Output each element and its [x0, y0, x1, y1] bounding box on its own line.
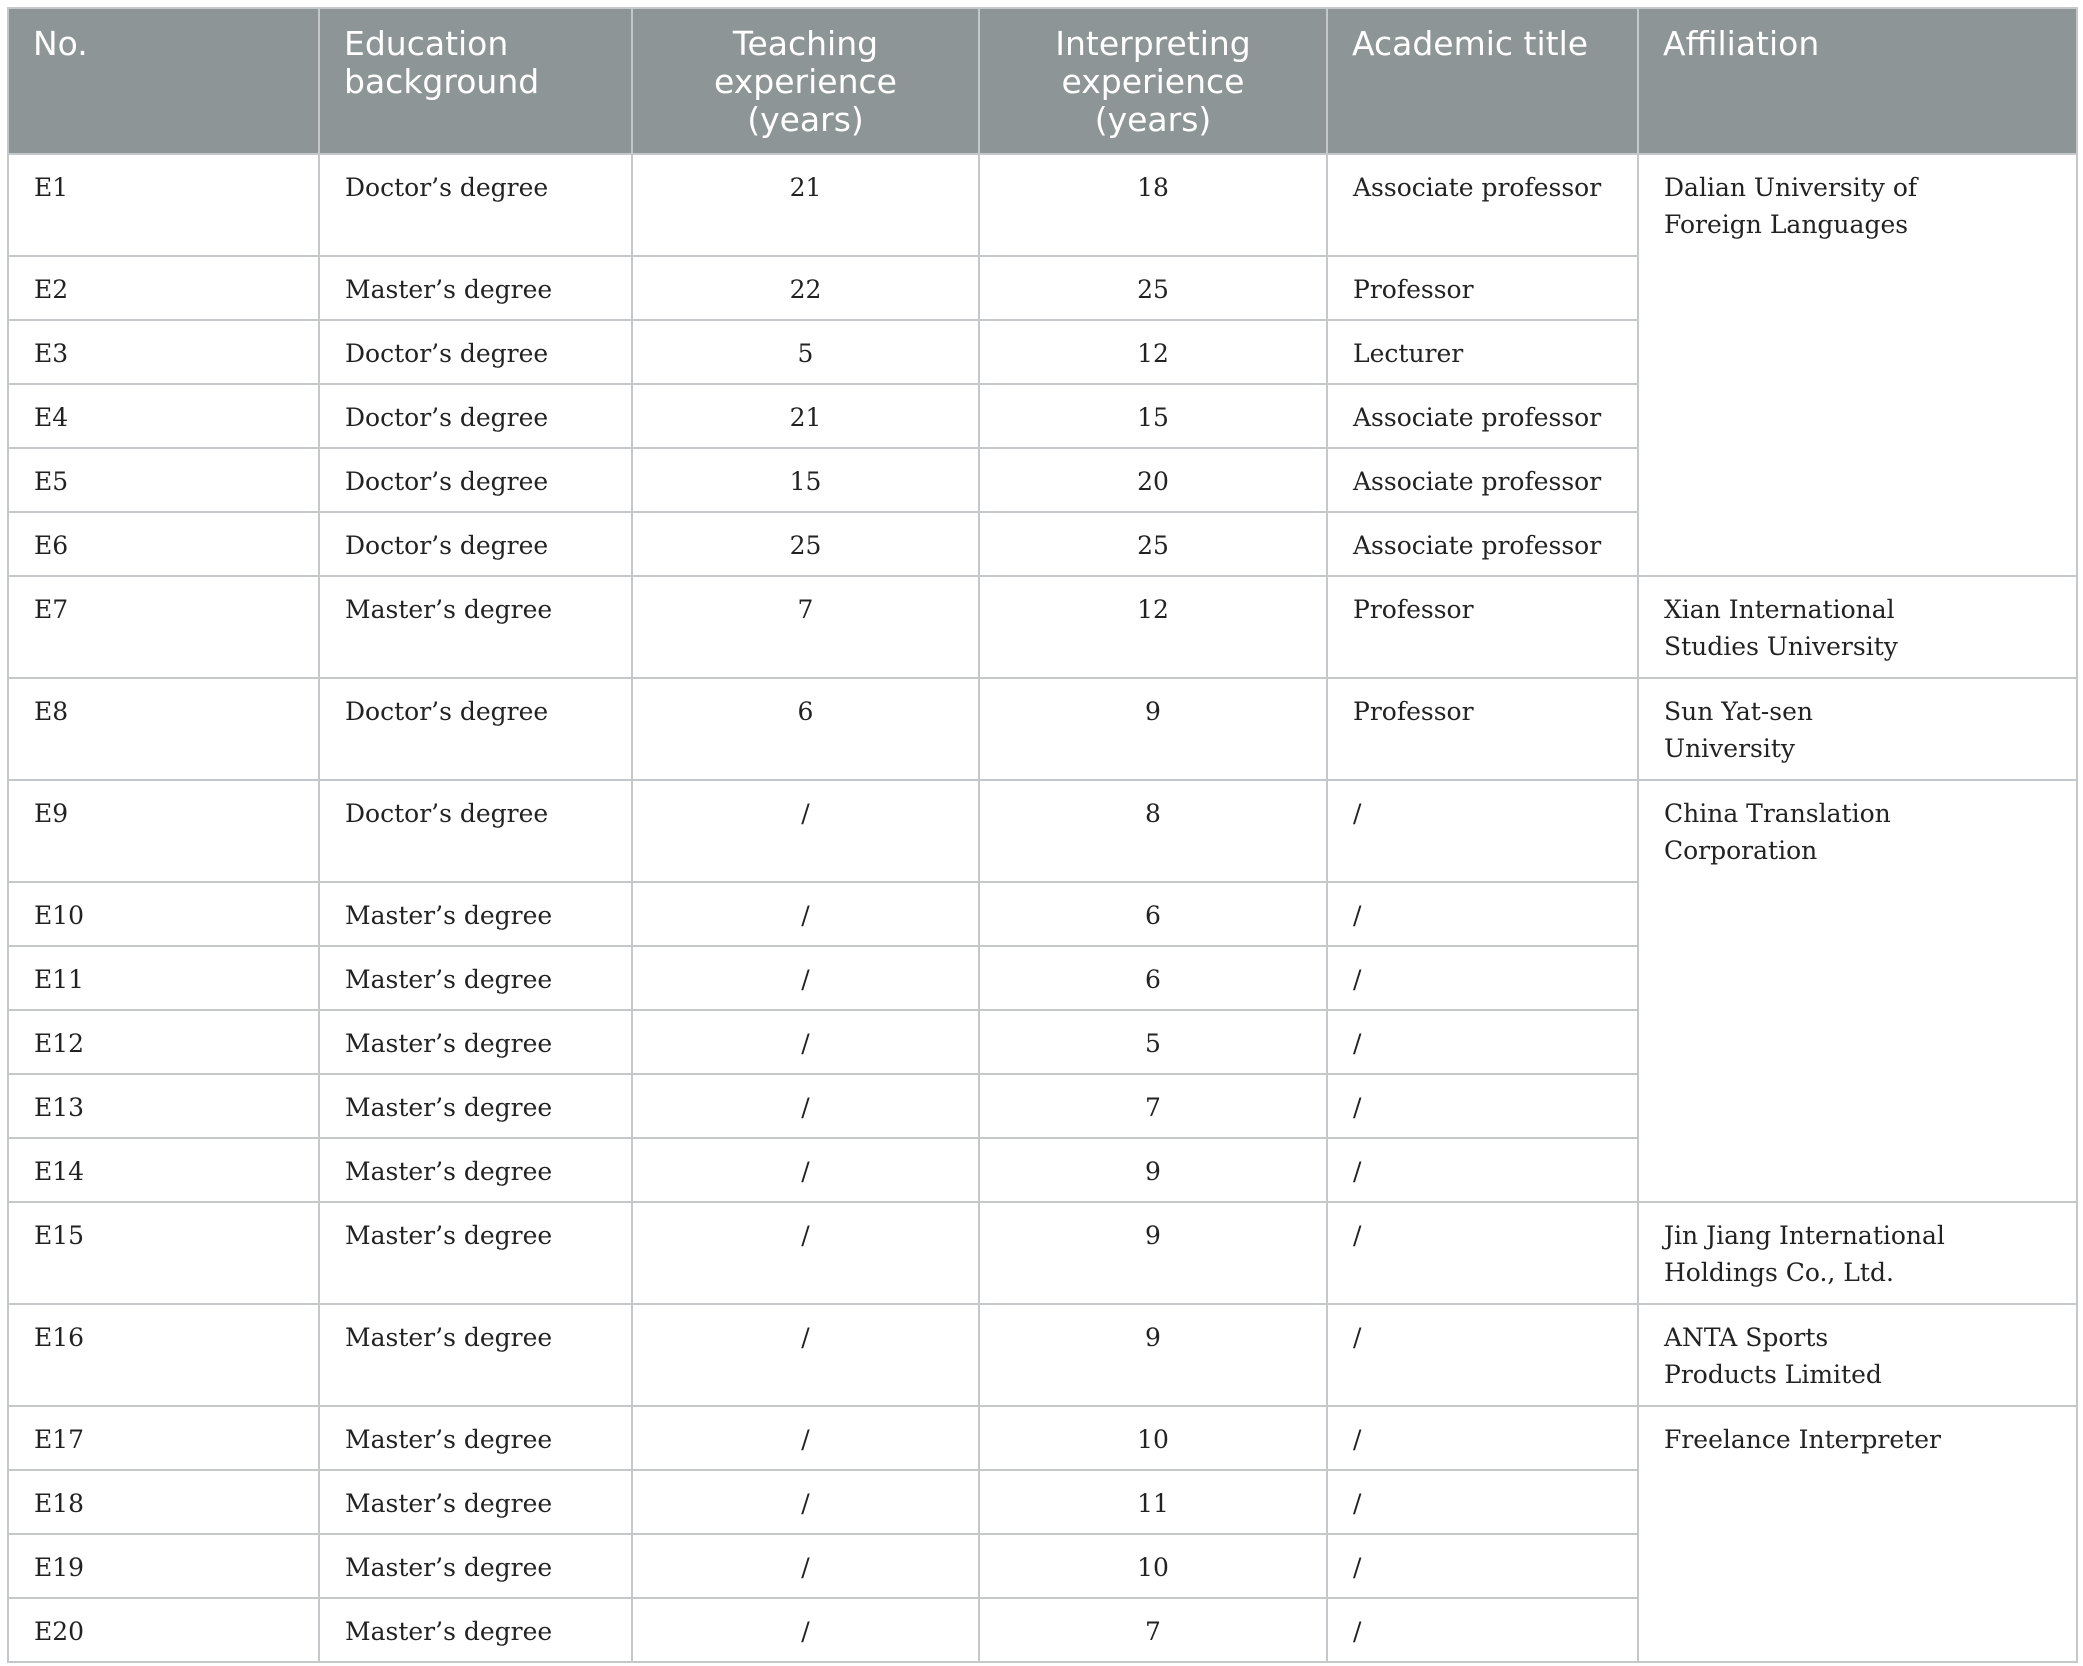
cell-teaching: / — [632, 882, 979, 946]
cell-interpreting: 20 — [979, 448, 1327, 512]
cell-teaching: / — [632, 1010, 979, 1074]
cell-teaching: / — [632, 1074, 979, 1138]
cell-education: Doctor’s degree — [319, 154, 632, 256]
cell-education: Master’s degree — [319, 946, 632, 1010]
header-academic-title: Academic title — [1327, 8, 1638, 154]
cell-teaching: / — [632, 1598, 979, 1662]
cell-interpreting: 5 — [979, 1010, 1327, 1074]
cell-no: E12 — [8, 1010, 319, 1074]
header-no: No. — [8, 8, 319, 154]
cell-education: Master’s degree — [319, 1534, 632, 1598]
cell-no: E11 — [8, 946, 319, 1010]
cell-academic-title: Professor — [1327, 576, 1638, 678]
cell-education: Master’s degree — [319, 882, 632, 946]
cell-interpreting: 18 — [979, 154, 1327, 256]
table-row — [8, 154, 2077, 256]
cell-no: E18 — [8, 1470, 319, 1534]
cell-academic-title: / — [1327, 882, 1638, 946]
cell-teaching: / — [632, 780, 979, 882]
cell-no: E4 — [8, 384, 319, 448]
cell-interpreting: 12 — [979, 576, 1327, 678]
cell-affiliation: Freelance Interpreter — [1638, 1406, 2077, 1662]
cell-academic-title: Lecturer — [1327, 320, 1638, 384]
cell-education: Master’s degree — [319, 1406, 632, 1470]
table-row — [8, 1202, 2077, 1304]
cell-no: E3 — [8, 320, 319, 384]
cell-education: Master’s degree — [319, 1598, 632, 1662]
cell-academic-title: / — [1327, 1138, 1638, 1202]
cell-academic-title: / — [1327, 780, 1638, 882]
cell-academic-title: / — [1327, 1406, 1638, 1470]
header-interpreting-experience: Interpreting experience (years) — [979, 8, 1327, 154]
cell-no: E5 — [8, 448, 319, 512]
cell-no: E20 — [8, 1598, 319, 1662]
table-row — [8, 780, 2077, 882]
cell-interpreting: 25 — [979, 256, 1327, 320]
cell-no: E19 — [8, 1534, 319, 1598]
cell-education: Master’s degree — [319, 1010, 632, 1074]
cell-education: Master’s degree — [319, 1074, 632, 1138]
cell-teaching: / — [632, 1138, 979, 1202]
experts-table — [7, 7, 2078, 1663]
table-row — [8, 1304, 2077, 1406]
cell-teaching: / — [632, 1304, 979, 1406]
cell-teaching: 22 — [632, 256, 979, 320]
cell-interpreting: 15 — [979, 384, 1327, 448]
cell-interpreting: 11 — [979, 1470, 1327, 1534]
cell-education: Doctor’s degree — [319, 512, 632, 576]
cell-education: Doctor’s degree — [319, 678, 632, 780]
cell-academic-title: / — [1327, 1534, 1638, 1598]
cell-affiliation: Sun Yat-sen University — [1638, 678, 2077, 780]
cell-teaching: 7 — [632, 576, 979, 678]
cell-teaching: / — [632, 1470, 979, 1534]
cell-interpreting: 10 — [979, 1406, 1327, 1470]
cell-interpreting: 9 — [979, 678, 1327, 780]
cell-academic-title: Associate professor — [1327, 512, 1638, 576]
cell-education: Doctor’s degree — [319, 448, 632, 512]
cell-education: Master’s degree — [319, 576, 632, 678]
header-teaching-experience: Teaching experience (years) — [632, 8, 979, 154]
header-affiliation: Affiliation — [1638, 8, 2077, 154]
cell-affiliation: Xian International Studies University — [1638, 576, 2077, 678]
cell-interpreting: 9 — [979, 1304, 1327, 1406]
cell-education: Master’s degree — [319, 1470, 632, 1534]
cell-no: E9 — [8, 780, 319, 882]
cell-academic-title: / — [1327, 946, 1638, 1010]
cell-teaching: / — [632, 1534, 979, 1598]
cell-teaching: 21 — [632, 384, 979, 448]
cell-no: E6 — [8, 512, 319, 576]
cell-academic-title: Associate professor — [1327, 448, 1638, 512]
cell-education: Master’s degree — [319, 256, 632, 320]
cell-teaching: / — [632, 946, 979, 1010]
cell-interpreting: 9 — [979, 1138, 1327, 1202]
cell-teaching: / — [632, 1202, 979, 1304]
cell-academic-title: / — [1327, 1010, 1638, 1074]
header-row — [8, 8, 2077, 154]
cell-no: E17 — [8, 1406, 319, 1470]
cell-academic-title: Associate professor — [1327, 154, 1638, 256]
cell-no: E8 — [8, 678, 319, 780]
cell-interpreting: 8 — [979, 780, 1327, 882]
cell-academic-title: / — [1327, 1074, 1638, 1138]
header-education: Education background — [319, 8, 632, 154]
cell-academic-title: / — [1327, 1598, 1638, 1662]
table-row — [8, 678, 2077, 780]
cell-education: Master’s degree — [319, 1304, 632, 1406]
cell-academic-title: Associate professor — [1327, 384, 1638, 448]
cell-teaching: 5 — [632, 320, 979, 384]
cell-teaching: 21 — [632, 154, 979, 256]
cell-no: E1 — [8, 154, 319, 256]
cell-academic-title: / — [1327, 1304, 1638, 1406]
cell-no: E10 — [8, 882, 319, 946]
cell-interpreting: 6 — [979, 882, 1327, 946]
table-row — [8, 1406, 2077, 1470]
cell-education: Doctor’s degree — [319, 780, 632, 882]
cell-academic-title: / — [1327, 1470, 1638, 1534]
cell-education: Master’s degree — [319, 1202, 632, 1304]
cell-no: E7 — [8, 576, 319, 678]
cell-education: Master’s degree — [319, 1138, 632, 1202]
cell-interpreting: 7 — [979, 1074, 1327, 1138]
cell-interpreting: 7 — [979, 1598, 1327, 1662]
cell-interpreting: 10 — [979, 1534, 1327, 1598]
cell-education: Doctor’s degree — [319, 384, 632, 448]
cell-no: E16 — [8, 1304, 319, 1406]
cell-interpreting: 25 — [979, 512, 1327, 576]
cell-no: E14 — [8, 1138, 319, 1202]
cell-academic-title: Professor — [1327, 256, 1638, 320]
cell-no: E13 — [8, 1074, 319, 1138]
cell-interpreting: 6 — [979, 946, 1327, 1010]
cell-affiliation: Jin Jiang International Holdings Co., Ltd. — [1638, 1202, 2077, 1304]
cell-affiliation: China Translation Corporation — [1638, 780, 2077, 1202]
cell-no: E15 — [8, 1202, 319, 1304]
table-row — [8, 576, 2077, 678]
cell-teaching: 6 — [632, 678, 979, 780]
cell-academic-title: / — [1327, 1202, 1638, 1304]
cell-interpreting: 12 — [979, 320, 1327, 384]
cell-affiliation: Dalian University of Foreign Languages — [1638, 154, 2077, 576]
cell-academic-title: Professor — [1327, 678, 1638, 780]
cell-teaching: 25 — [632, 512, 979, 576]
cell-education: Doctor’s degree — [319, 320, 632, 384]
cell-affiliation: ANTA Sports Products Limited — [1638, 1304, 2077, 1406]
cell-teaching: 15 — [632, 448, 979, 512]
cell-teaching: / — [632, 1406, 979, 1470]
cell-no: E2 — [8, 256, 319, 320]
cell-interpreting: 9 — [979, 1202, 1327, 1304]
